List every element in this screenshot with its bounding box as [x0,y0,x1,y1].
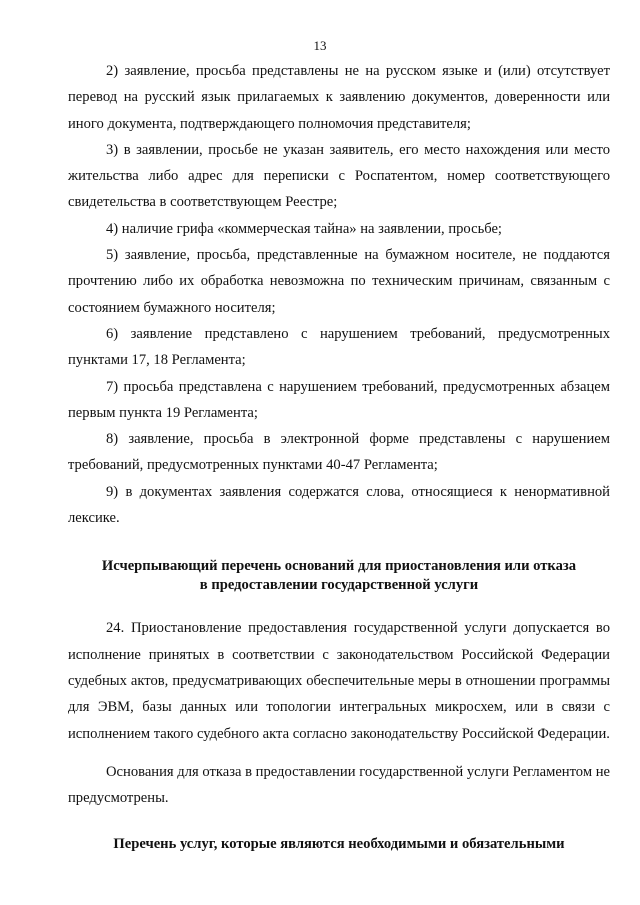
page-body [68,58,610,854]
list-item-8: 8) заявление, просьба в электронной форме представлены с нарушением требований, предусмотренных пунктами 40-47 Регламента; [68,431,610,474]
list-item-7: 7) просьба представлена с нарушением требований, предусмотренных абзацем первым пункта 19 Регламента; [68,378,610,421]
list-item-6: 6) заявление представлено с нарушением требований, предусмотренных пунктами 17, 18 Регламента; [68,325,610,369]
list-item-2: 2) заявление, просьба представлены не на русском языке и (или) отсутствует перевод на русский язык прилагаемых к заявлению документов, доверенности или иного документа, подтверждающего полномочия представителя; [68,63,610,132]
list-item-5: 5) заявление, просьба, представленные на бумажном носителе, не поддаются прочтению либо их обработка невозможна по техническим причинам, связанным с состоянием бумажного носителя; [68,247,610,316]
section-heading-line-2: в предоставлении государственной услуги [199,577,479,594]
paragraph-gap [68,747,610,759]
list-item-3: 3) в заявлении, просьбе не указан заявитель, его место нахождения или место жительства либо адрес для переписки с Роспатентом, номер соответствующего свидетельства в соответствующем Реестре; [68,141,610,211]
list-item-9: 9) в документах заявления содержатся слова, относящиеся к ненормативной лексике. [68,483,610,527]
paragraph-24: 24. Приостановление предоставления государственной услуги допускается во исполнение принятых в соответствии с законодательством Российской Федерации судебных актов, предусматривающих обеспечительные меры в отношении программы для ЭВМ, базы данных или топологии интегральных микросхем, или в связи с исполнением такого судебного акта согласно законодательству Российской Федерации. [68,620,610,742]
section-heading [68,557,610,595]
next-section-heading: Перечень услуг, которые являются необходимыми и обязательными [113,836,565,853]
section-heading-line-1: Исчерпывающий перечень оснований для приостановления или отказа [101,558,577,575]
list-item-4: 4) наличие грифа «коммерческая тайна» на заявлении, просьбе; [106,220,502,237]
paragraph-refusal: Основания для отказа в предоставлении государственной услуги Регламентом не предусмотрены. [68,763,610,807]
page-number: 13 [313,38,327,53]
